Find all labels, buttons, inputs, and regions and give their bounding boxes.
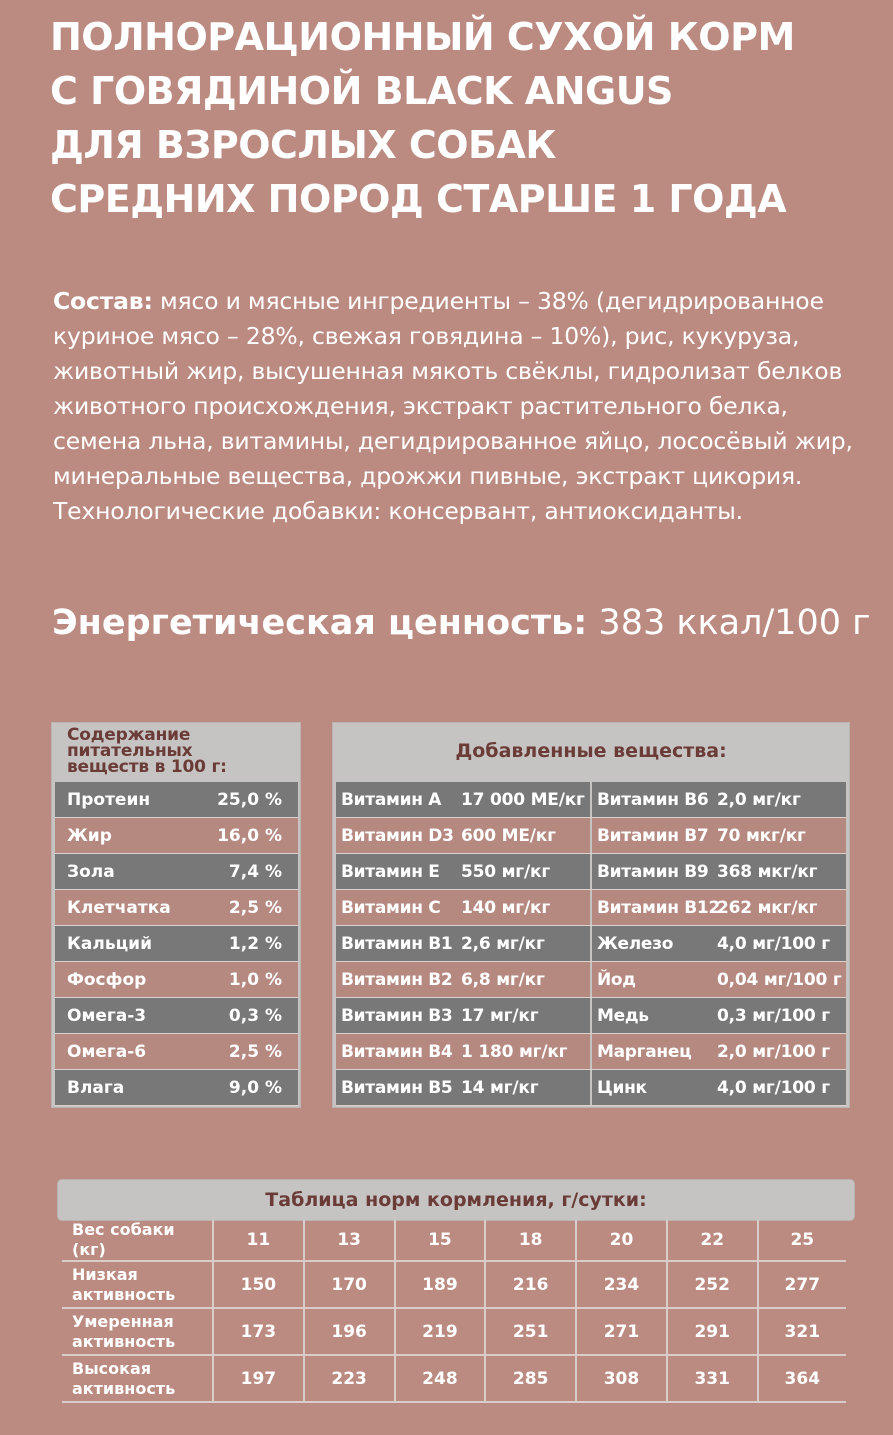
additive-cell bbox=[592, 854, 846, 889]
weight-label: Вес собаки (кг) bbox=[62, 1220, 213, 1261]
additive-row bbox=[336, 818, 846, 854]
additive-value: 4,0 мг/100 г bbox=[717, 933, 830, 954]
nutrient-row bbox=[55, 854, 298, 890]
additive-row bbox=[336, 1034, 846, 1070]
nutrient-name: Протеин bbox=[67, 789, 151, 810]
additive-name: Цинк bbox=[597, 1077, 647, 1098]
nutrient-row bbox=[55, 926, 298, 962]
additive-value: 17 000 МЕ/кг bbox=[461, 789, 585, 810]
nutrient-value: 25,0 % bbox=[217, 789, 282, 810]
nutrients-heading-line: питательных bbox=[67, 741, 193, 761]
additive-value: 368 мкг/кг bbox=[717, 861, 818, 882]
additive-value: 70 мкг/кг bbox=[717, 825, 806, 846]
feeding-cell: 173 bbox=[213, 1308, 304, 1355]
nutrient-name: Фосфор bbox=[67, 969, 147, 990]
feeding-row bbox=[62, 1308, 846, 1355]
additive-cell bbox=[336, 782, 590, 817]
additive-name: Витамин B9 bbox=[597, 861, 709, 882]
additive-name: Витамин D3 bbox=[341, 825, 454, 846]
additive-cell bbox=[336, 1070, 590, 1105]
nutrient-value: 2,5 % bbox=[228, 897, 282, 918]
nutrients-list bbox=[55, 782, 298, 1106]
activity-label-line: Высокая bbox=[72, 1358, 152, 1378]
feeding-row bbox=[62, 1355, 846, 1402]
nutrient-value: 7,4 % bbox=[228, 861, 282, 882]
nutrient-row bbox=[55, 1034, 298, 1070]
activity-label bbox=[62, 1308, 213, 1355]
feeding-row bbox=[62, 1261, 846, 1308]
additive-name: Медь bbox=[597, 1005, 649, 1026]
additive-value: 0,3 мг/100 г bbox=[717, 1005, 830, 1026]
feeding-cell: 189 bbox=[395, 1261, 486, 1308]
additive-row bbox=[336, 926, 846, 962]
title-line: СРЕДНИХ ПОРОД СТАРШЕ 1 ГОДА bbox=[50, 177, 787, 221]
additive-name: Витамин B4 bbox=[341, 1041, 453, 1062]
energy-label: Энергетическая ценность: bbox=[52, 603, 588, 643]
weight-cell: 13 bbox=[304, 1220, 395, 1261]
additive-cell bbox=[336, 962, 590, 997]
additive-value: 1 180 мг/кг bbox=[461, 1041, 568, 1062]
nutrients-panel bbox=[52, 723, 300, 1107]
additives-heading: Добавленные вещества: bbox=[455, 740, 727, 762]
weight-cell: 25 bbox=[758, 1220, 846, 1261]
title-line: С ГОВЯДИНОЙ BLACK ANGUS bbox=[50, 69, 673, 113]
activity-label-line: Умеренная bbox=[72, 1311, 174, 1331]
nutrient-row bbox=[55, 782, 298, 818]
energy-amount: 383 ккал/100 г bbox=[587, 603, 871, 643]
additive-value: 17 мг/кг bbox=[461, 1005, 539, 1026]
additive-cell bbox=[336, 1034, 590, 1069]
additive-value: 2,0 мг/100 г bbox=[717, 1041, 830, 1062]
feeding-table bbox=[62, 1220, 846, 1403]
weight-cell: 20 bbox=[576, 1220, 667, 1261]
composition-body: мясо и мясные ингредиенты – 38% (дегидрированное куриное мясо – 28%, свежая говядина – 10%), рис, кукуруза, животный жир, высушенная мякоть свёклы, гидролизат белков животного происхождения, экстракт растительного белка, семена льна, витамины, дегидрированное яйцо, лососёвый жир, минеральные вещества, дрожжи пивные, экстракт цикория. Технологические добавки: консервант, антиоксиданты. bbox=[53, 287, 853, 525]
additive-value: 6,8 мг/кг bbox=[461, 969, 545, 990]
activity-label-line: активность bbox=[72, 1331, 176, 1351]
additive-value: 2,0 мг/кг bbox=[717, 789, 801, 810]
nutrient-row bbox=[55, 1070, 298, 1106]
nutrient-value: 2,5 % bbox=[228, 1041, 282, 1062]
product-title bbox=[50, 10, 870, 226]
additive-row bbox=[336, 854, 846, 890]
feeding-cell: 234 bbox=[576, 1261, 667, 1308]
composition-text bbox=[53, 284, 863, 529]
weight-cell: 22 bbox=[667, 1220, 758, 1261]
additive-name: Витамин A bbox=[341, 789, 442, 810]
additive-name: Витамин E bbox=[341, 861, 440, 882]
nutrient-value: 9,0 % bbox=[228, 1077, 282, 1098]
additive-name: Витамин B12 bbox=[597, 897, 720, 918]
additive-cell bbox=[336, 818, 590, 853]
feeding-cell: 271 bbox=[576, 1308, 667, 1355]
weight-cell: 11 bbox=[213, 1220, 304, 1261]
additive-row bbox=[336, 1070, 846, 1106]
additives-list bbox=[336, 782, 846, 1106]
weight-cell: 18 bbox=[485, 1220, 576, 1261]
feeding-cell: 321 bbox=[758, 1308, 846, 1355]
nutrient-row bbox=[55, 818, 298, 854]
feeding-cell: 150 bbox=[213, 1261, 304, 1308]
nutrient-name: Жир bbox=[67, 825, 112, 846]
additive-cell bbox=[592, 782, 846, 817]
additive-name: Марганец bbox=[597, 1041, 692, 1062]
nutrients-heading-line: Содержание bbox=[67, 725, 191, 745]
feeding-cell: 248 bbox=[395, 1355, 486, 1402]
feeding-cell: 219 bbox=[395, 1308, 486, 1355]
additive-name: Витамин B2 bbox=[341, 969, 453, 990]
energy-value bbox=[52, 598, 882, 648]
feeding-cell: 252 bbox=[667, 1261, 758, 1308]
additive-cell bbox=[336, 926, 590, 961]
additive-cell bbox=[592, 926, 846, 961]
additives-panel bbox=[333, 723, 849, 1107]
additive-cell bbox=[592, 890, 846, 925]
additive-name: Железо bbox=[597, 933, 674, 954]
feeding-cell: 308 bbox=[576, 1355, 667, 1402]
additive-cell bbox=[592, 998, 846, 1033]
additive-cell bbox=[592, 1034, 846, 1069]
feeding-cell: 196 bbox=[304, 1308, 395, 1355]
feeding-cell: 291 bbox=[667, 1308, 758, 1355]
composition-label: Состав: bbox=[53, 287, 153, 315]
feeding-weight-row bbox=[62, 1220, 846, 1261]
additive-name: Витамин B6 bbox=[597, 789, 709, 810]
nutrient-value: 1,2 % bbox=[228, 933, 282, 954]
additive-row bbox=[336, 890, 846, 926]
activity-label bbox=[62, 1355, 213, 1402]
additive-cell bbox=[592, 818, 846, 853]
additive-value: 550 мг/кг bbox=[461, 861, 551, 882]
feeding-cell: 216 bbox=[485, 1261, 576, 1308]
additive-name: Витамин B7 bbox=[597, 825, 709, 846]
title-line: ДЛЯ ВЗРОСЛЫХ СОБАК bbox=[50, 123, 556, 167]
nutrient-name: Клетчатка bbox=[67, 897, 171, 918]
additive-name: Витамин B3 bbox=[341, 1005, 453, 1026]
nutrient-name: Омега-6 bbox=[67, 1041, 147, 1062]
additive-value: 140 мг/кг bbox=[461, 897, 551, 918]
feeding-cell: 223 bbox=[304, 1355, 395, 1402]
activity-label-line: Низкая bbox=[72, 1264, 138, 1284]
nutrient-name: Зола bbox=[67, 861, 115, 882]
feeding-cell: 251 bbox=[485, 1308, 576, 1355]
feeding-cell: 364 bbox=[758, 1355, 846, 1402]
additive-value: 2,6 мг/кг bbox=[461, 933, 545, 954]
additive-row bbox=[336, 782, 846, 818]
feeding-cell: 285 bbox=[485, 1355, 576, 1402]
additive-row bbox=[336, 998, 846, 1034]
nutrient-value: 0,3 % bbox=[228, 1005, 282, 1026]
feeding-cell: 197 bbox=[213, 1355, 304, 1402]
nutrient-row bbox=[55, 890, 298, 926]
additive-name: Витамин B1 bbox=[341, 933, 453, 954]
nutrient-name: Влага bbox=[67, 1077, 125, 1098]
feeding-cell: 331 bbox=[667, 1355, 758, 1402]
nutrient-value: 16,0 % bbox=[217, 825, 282, 846]
nutrient-row bbox=[55, 998, 298, 1034]
nutrient-row bbox=[55, 962, 298, 998]
nutrient-value: 1,0 % bbox=[228, 969, 282, 990]
activity-label bbox=[62, 1261, 213, 1308]
title-line: ПОЛНОРАЦИОННЫЙ СУХОЙ КОРМ bbox=[50, 15, 795, 59]
additive-row bbox=[336, 962, 846, 998]
additive-name: Витамин C bbox=[341, 897, 441, 918]
nutrients-heading-line: веществ в 100 г: bbox=[67, 757, 227, 777]
additive-cell bbox=[592, 1070, 846, 1105]
additive-cell bbox=[336, 854, 590, 889]
additive-value: 262 мкг/кг bbox=[717, 897, 818, 918]
nutrient-name: Кальций bbox=[67, 933, 152, 954]
nutrients-heading bbox=[67, 727, 227, 775]
feeding-table-heading: Таблица норм кормления, г/сутки: bbox=[58, 1180, 854, 1220]
additive-cell bbox=[336, 998, 590, 1033]
additive-value: 600 МЕ/кг bbox=[461, 825, 556, 846]
activity-label-line: активность bbox=[72, 1284, 176, 1304]
additive-value: 0,04 мг/100 г bbox=[717, 969, 842, 990]
nutrient-name: Омега-3 bbox=[67, 1005, 147, 1026]
additive-value: 14 мг/кг bbox=[461, 1077, 539, 1098]
feeding-cell: 170 bbox=[304, 1261, 395, 1308]
weight-cell: 15 bbox=[395, 1220, 486, 1261]
additive-name: Йод bbox=[597, 969, 636, 990]
additive-value: 4,0 мг/100 г bbox=[717, 1077, 830, 1098]
additive-cell bbox=[592, 962, 846, 997]
additive-name: Витамин B5 bbox=[341, 1077, 453, 1098]
additive-cell bbox=[336, 890, 590, 925]
feeding-cell: 277 bbox=[758, 1261, 846, 1308]
activity-label-line: активность bbox=[72, 1378, 176, 1398]
